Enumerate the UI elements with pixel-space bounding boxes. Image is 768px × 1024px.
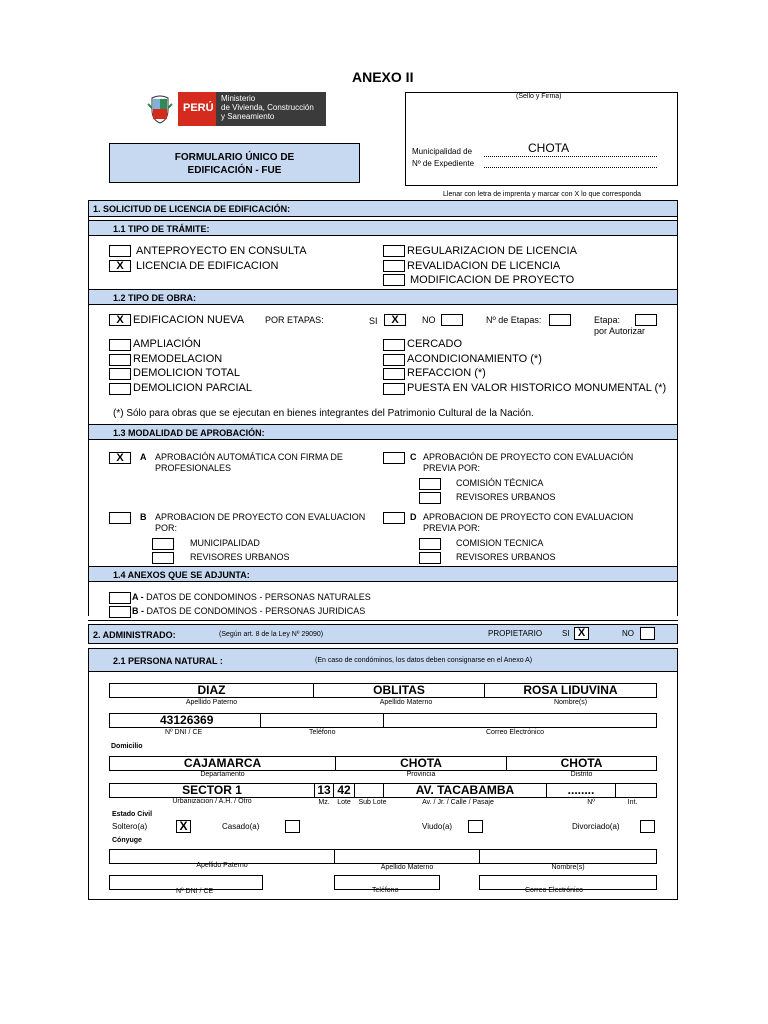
distrito-field[interactable]: CHOTA: [506, 756, 657, 771]
modalidad-b-revisores-label: REVISORES URBANOS: [190, 552, 290, 562]
obra-header: [88, 289, 678, 305]
anexo-b-label: [132, 607, 365, 616]
calle-field[interactable]: AV. TACABAMBA: [383, 783, 547, 798]
modalidad-c-revisores-label: REVISORES URBANOS: [456, 492, 556, 502]
modalidad-c-revisores-checkbox[interactable]: [419, 492, 441, 504]
tramite-title: 1.1 TIPO DE TRÁMITE:: [113, 224, 210, 234]
numero-field[interactable]: ........: [546, 783, 616, 798]
mz-field[interactable]: 13: [314, 783, 334, 798]
anexo-a-label: [132, 593, 371, 602]
modalidad-b-municipalidad-label: MUNICIPALIDAD: [190, 538, 260, 548]
etapas-no-label: NO: [422, 315, 436, 325]
modalidad-c-letter: C: [410, 452, 417, 462]
modalidad-c-text-1: APROBACIÓN DE PROYECTO CON EVALUACIÓN: [423, 452, 634, 462]
viudo-checkbox[interactable]: [468, 820, 483, 833]
dni-field[interactable]: 43126369: [109, 713, 261, 728]
conyuge-apellido-paterno-label: Apellido Paterno: [196, 862, 248, 869]
seal-box: [405, 92, 678, 186]
section-1-bottom-border: [88, 620, 678, 621]
propietario-label: PROPIETARIO: [488, 629, 543, 638]
coat-of-arms-icon: [146, 94, 174, 124]
section-1-header: [88, 200, 678, 217]
telefono-field[interactable]: [260, 713, 384, 728]
anexos-header: [88, 566, 678, 582]
seal-label: (Sello y Firma): [516, 93, 562, 100]
urbanizacion-label: Urbanizacion / A.H. / Otro: [172, 798, 252, 805]
departamento-field[interactable]: CAJAMARCA: [109, 756, 336, 771]
conyuge-dni-label: Nº DNI / CE: [176, 888, 214, 895]
modalidad-d-text-2: PREVIA POR:: [423, 523, 481, 533]
persona-title: 2.1 PERSONA NATURAL :: [113, 656, 223, 666]
modalidad-header: [88, 424, 678, 440]
obra-refaccion-label: REFACCION (*): [407, 367, 486, 379]
domicilio-label: Domicilio: [111, 743, 143, 750]
form-title-line-2: EDIFICACIÓN - FUE: [187, 165, 282, 176]
conyuge-label: Cónyuge: [112, 837, 142, 844]
logo-ministry-line-3: y Saneamiento: [221, 112, 275, 121]
propietario-si-checkbox[interactable]: X: [574, 627, 589, 640]
expedient-label: Nº de Expediente: [412, 159, 475, 168]
modalidad-a-letter: A: [140, 452, 147, 462]
modalidad-d-text-1: APROBACION DE PROYECTO CON EVALUACION: [423, 512, 634, 522]
modalidad-b-letter: B: [140, 512, 147, 522]
obra-cercado-label: CERCADO: [407, 338, 463, 350]
num-etapas-label: Nº de Etapas:: [486, 315, 542, 325]
section-1-title: 1. SOLICITUD DE LICENCIA DE EDIFICACIÓN:: [93, 204, 291, 214]
modalidad-d-checkbox[interactable]: [383, 512, 405, 524]
obra-cercado-checkbox[interactable]: [383, 339, 405, 351]
modalidad-d-revisores-checkbox[interactable]: [419, 552, 441, 564]
tramite-regularizacion-checkbox[interactable]: [383, 245, 405, 257]
distrito-label: Distrito: [570, 771, 593, 778]
logo-ministry-line-1: Ministerio: [221, 94, 256, 103]
obra-demolicion-parcial-label: DEMOLICION PARCIAL: [133, 382, 252, 394]
provincia-label: Provincia: [406, 771, 436, 778]
conyuge-correo-label: Correo Electrónico: [525, 887, 583, 894]
obra-puesta-valor-checkbox[interactable]: [383, 383, 405, 395]
logo-country: PERÚ: [183, 102, 214, 114]
obra-note: (*) Sólo para obras que se ejecutan en bienes integrantes del Patrimonio Cultural de la Nación.: [113, 408, 534, 419]
propietario-no-label: NO: [622, 629, 634, 638]
obra-refaccion-checkbox[interactable]: [383, 368, 405, 380]
obra-remodelacion-label: REMODELACION: [133, 353, 223, 365]
anexo-a-checkbox[interactable]: [109, 592, 131, 604]
tramite-licencia-label: LICENCIA DE EDIFICACION: [136, 260, 279, 272]
tramite-header: [88, 220, 678, 236]
tramite-anteproyecto-label: ANTEPROYECTO EN CONSULTA: [136, 245, 307, 257]
interior-field[interactable]: [615, 783, 657, 798]
urbanizacion-field[interactable]: SECTOR 1: [109, 783, 315, 798]
modalidad-b-revisores-checkbox[interactable]: [152, 552, 174, 564]
conyuge-nombres-label: Nombre(s): [551, 864, 585, 871]
propietario-si-label: SI: [562, 629, 570, 638]
conyuge-nombres-field[interactable]: [479, 849, 657, 864]
law-note: (Según art. 8 de la Ley Nº 29090): [219, 631, 324, 638]
etapa-label: Etapa:: [594, 315, 621, 325]
sublote-label: Sub Lote: [358, 799, 387, 806]
apellido-paterno-label: Apellido Paterno: [185, 699, 238, 706]
obra-nueva-label: EDIFICACION NUEVA: [133, 314, 245, 326]
obra-demolicion-total-label: DEMOLICION TOTAL: [133, 367, 240, 379]
expedient-line[interactable]: [484, 167, 657, 168]
casado-checkbox[interactable]: [285, 820, 300, 833]
apellido-paterno-field[interactable]: DIAZ: [109, 683, 314, 698]
municipality-value[interactable]: CHOTA: [528, 141, 570, 155]
obra-ampliacion-label: AMPLIACIÓN: [133, 338, 201, 350]
calle-label: Av. / Jr. / Calle / Pasaje: [422, 799, 494, 806]
soltero-checkbox[interactable]: X: [176, 820, 191, 833]
modalidad-b-text-2: POR:: [155, 523, 178, 533]
etapas-label: POR ETAPAS:: [265, 315, 324, 325]
divorciado-checkbox[interactable]: [640, 820, 655, 833]
section-2-title: 2. ADMINISTRADO:: [93, 630, 176, 640]
modalidad-a-text-1: APROBACIÓN AUTOMÁTICA CON FIRMA DE: [155, 452, 343, 462]
obra-demolicion-total-checkbox[interactable]: [109, 368, 131, 380]
correo-field[interactable]: [383, 713, 657, 728]
departamento-label: Departamento: [200, 771, 245, 778]
tramite-revalidacion-label: REVALIDACION DE LICENCIA: [407, 260, 561, 272]
tramite-regularizacion-label: REGULARIZACION DE LICENCIA: [407, 245, 577, 257]
ministry-logo: [178, 92, 326, 126]
modalidad-a-text-2: PROFESIONALES: [155, 463, 232, 473]
modalidad-c-checkbox[interactable]: [383, 452, 405, 464]
instruction-text: Llenar con letra de imprenta y marcar con X lo que corresponda: [443, 191, 642, 198]
apellido-materno-label: Apellido Materno: [379, 699, 433, 706]
tramite-anteproyecto-checkbox[interactable]: [109, 245, 131, 257]
provincia-field[interactable]: CHOTA: [335, 756, 507, 771]
obra-nueva-checkbox[interactable]: X: [109, 314, 131, 326]
modalidad-d-revisores-label: REVISORES URBANOS: [456, 552, 556, 562]
tramite-modificacion-checkbox[interactable]: [383, 274, 405, 286]
conyuge-apellido-materno-field[interactable]: [334, 849, 480, 864]
nombres-field[interactable]: ROSA LIDUVINA: [484, 683, 657, 698]
lote-field[interactable]: 42: [333, 783, 355, 798]
modalidad-b-text-1: APROBACION DE PROYECTO CON EVALUACION: [155, 512, 366, 522]
sublote-field[interactable]: [354, 783, 384, 798]
municipality-line: [484, 156, 657, 157]
modalidad-title: 1.3 MODALIDAD DE APROBACIÓN:: [113, 428, 265, 438]
obra-acondicionamiento-label: ACONDICIONAMIENTO (*): [407, 353, 542, 365]
page-title: ANEXO II: [352, 69, 414, 85]
obra-ampliacion-checkbox[interactable]: [109, 339, 131, 351]
obra-title: 1.2 TIPO DE OBRA:: [113, 293, 197, 303]
conyuge-telefono-label: Teléfono: [372, 887, 399, 894]
modalidad-c-text-2: PREVIA POR:: [423, 463, 481, 473]
estado-civil-label: Estado Civil: [112, 811, 153, 818]
tramite-modificacion-label: MODIFICACION DE PROYECTO: [410, 274, 575, 286]
modalidad-c-comision-label: COMISIÓN TÉCNICA: [456, 478, 544, 488]
etapas-no-checkbox[interactable]: [441, 314, 463, 326]
persona-note: (En caso de condóminos, los datos deben consignarse en el Anexo A): [315, 657, 533, 664]
etapas-si-checkbox[interactable]: X: [384, 314, 406, 326]
telefono-label: Teléfono: [309, 729, 336, 736]
mz-label: Mz.: [318, 799, 330, 806]
obra-puesta-valor-label: PUESTA EN VALOR HISTORICO MONUMENTAL (*): [407, 382, 667, 394]
dni-label: Nº DNI / CE: [165, 729, 203, 736]
viudo-label: Viudo(a): [422, 822, 453, 831]
modalidad-b-checkbox[interactable]: [109, 512, 131, 524]
autorizar-label: por Autorizar: [594, 326, 646, 336]
anexo-a-prefix: A -: [132, 592, 144, 602]
tramite-licencia-checkbox[interactable]: X: [109, 260, 131, 272]
anexo-b-prefix: B -: [132, 606, 144, 616]
casado-label: Casado(a): [222, 822, 260, 831]
municipality-label: Municipalidad de: [412, 147, 473, 156]
anexos-title: 1.4 ANEXOS QUE SE ADJUNTA:: [113, 570, 250, 580]
modalidad-d-letter: D: [410, 512, 417, 522]
modalidad-d-comision-label: COMISION TECNICA: [456, 538, 544, 548]
tramite-revalidacion-checkbox[interactable]: [383, 260, 405, 272]
anexo-b-checkbox[interactable]: [109, 606, 131, 618]
apellido-materno-field[interactable]: OBLITAS: [313, 683, 485, 698]
numero-label: Nº: [587, 799, 595, 806]
divorciado-label: Divorciado(a): [572, 822, 620, 831]
modalidad-b-municipalidad-checkbox[interactable]: [152, 538, 174, 550]
modalidad-c-comision-checkbox[interactable]: [419, 478, 441, 490]
propietario-no-checkbox[interactable]: [640, 627, 655, 640]
interior-label: Int.: [627, 799, 638, 806]
modalidad-a-checkbox[interactable]: X: [109, 452, 131, 464]
form-title-line-1: FORMULARIO ÚNICO DE: [174, 152, 295, 163]
conyuge-apellido-materno-label: Apellido Materno: [380, 864, 434, 871]
nombres-label: Nombre(s): [553, 699, 588, 706]
obra-acondicionamiento-checkbox[interactable]: [383, 354, 405, 366]
obra-demolicion-parcial-checkbox[interactable]: [109, 383, 131, 395]
num-etapas-field[interactable]: [549, 314, 571, 326]
anexo-a-text: DATOS DE CONDOMINOS - PERSONAS NATURALES: [143, 592, 371, 602]
anexo-b-text: DATOS DE CONDOMINOS - PERSONAS JURIDICAS: [144, 606, 366, 616]
correo-label: Correo Electrónico: [486, 729, 544, 736]
lote-label: Lote: [337, 799, 351, 806]
soltero-label: Soltero(a): [112, 822, 148, 831]
logo-ministry-line-2: de Vivienda, Construcción: [221, 103, 314, 112]
modalidad-d-comision-checkbox[interactable]: [419, 538, 441, 550]
etapas-si-label: SI: [369, 316, 378, 326]
form-title-box: [109, 143, 360, 183]
section-2-header: [88, 624, 678, 644]
etapa-field[interactable]: [635, 314, 657, 326]
obra-remodelacion-checkbox[interactable]: [109, 354, 131, 366]
